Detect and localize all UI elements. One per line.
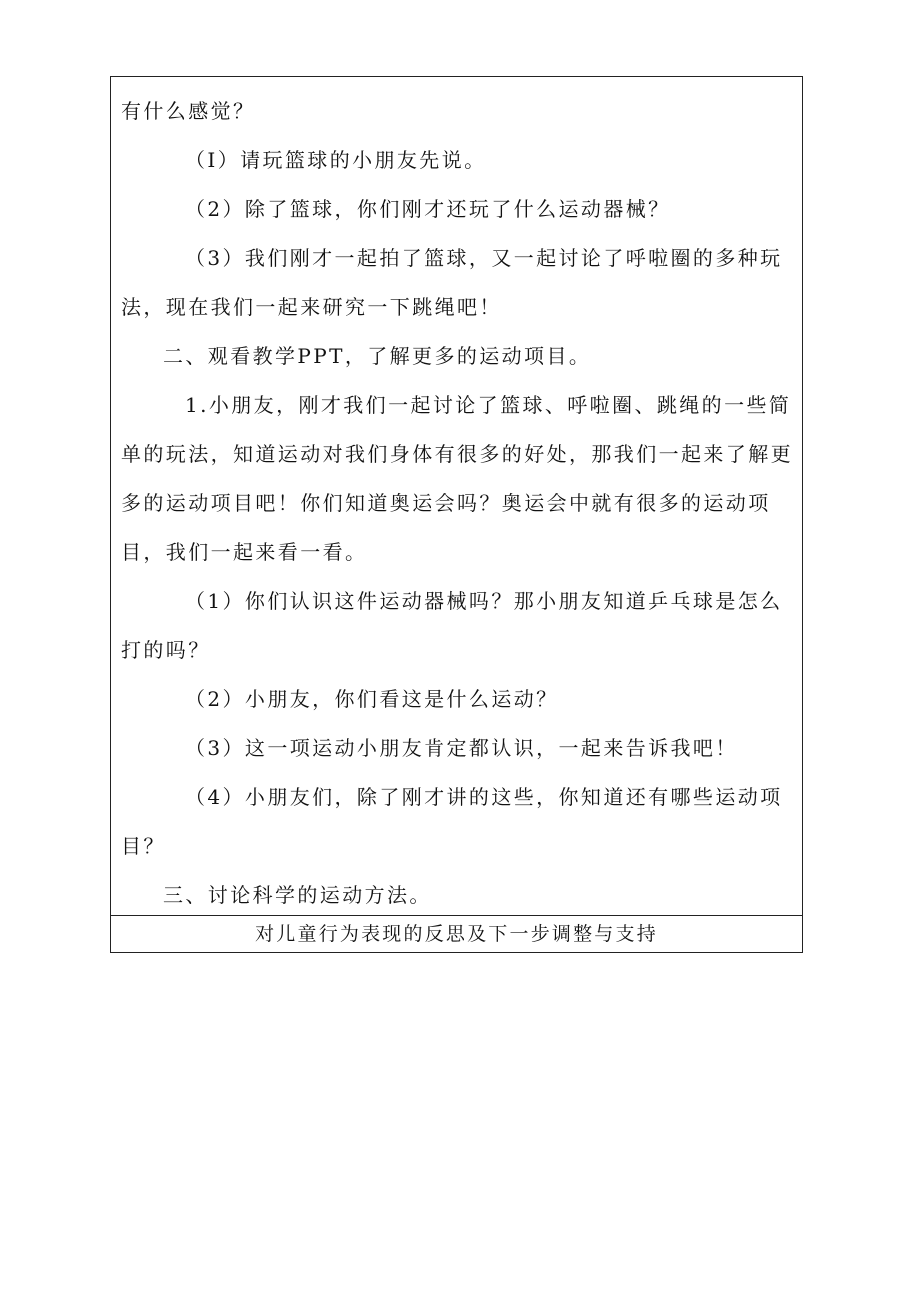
paragraph-continuation: 有什么感觉？	[121, 99, 256, 123]
paragraph-question-2: （2）除了篮球，你们刚才还玩了什么运动器械？	[185, 197, 671, 221]
paragraph-question-1: （I）请玩篮球的小朋友先说。	[185, 148, 487, 172]
section-heading-2: 二、观看教学PPT，了解更多的运动项目。	[163, 344, 592, 368]
lesson-plan-table	[110, 76, 803, 953]
table-divider	[111, 915, 802, 916]
paragraph-sub-3: （3）这一项运动小朋友肯定都认识，一起来告诉我吧！	[185, 736, 738, 760]
section-heading-3: 三、讨论科学的运动方法。	[163, 883, 432, 907]
paragraph-sub-1: （1）你们认识这件运动器械吗？那小朋友知道乒乓球是怎么打的吗？	[121, 589, 783, 662]
paragraph-item-1: 1.小朋友，刚才我们一起讨论了篮球、呼啦圈、跳绳的一些简单的玩法，知道运动对我们身体有很多的好处，那我们一起来了解更多的运动项目吧！你们知道奥运会吗？奥运会中就有很多的运动项目，我们一起来看一看。	[121, 393, 793, 564]
paragraph-sub-2: （2）小朋友，你们看这是什么运动？	[185, 687, 559, 711]
paragraph-question-3: （3）我们刚才一起拍了篮球，又一起讨论了呼啦圈的多种玩法，现在我们一起来研究一下跳绳吧！	[121, 246, 783, 319]
paragraph-sub-4: （4）小朋友们，除了刚才讲的这些，你知道还有哪些运动项目？	[121, 785, 783, 858]
reflection-heading: 对儿童行为表现的反思及下一步调整与支持	[255, 923, 658, 945]
